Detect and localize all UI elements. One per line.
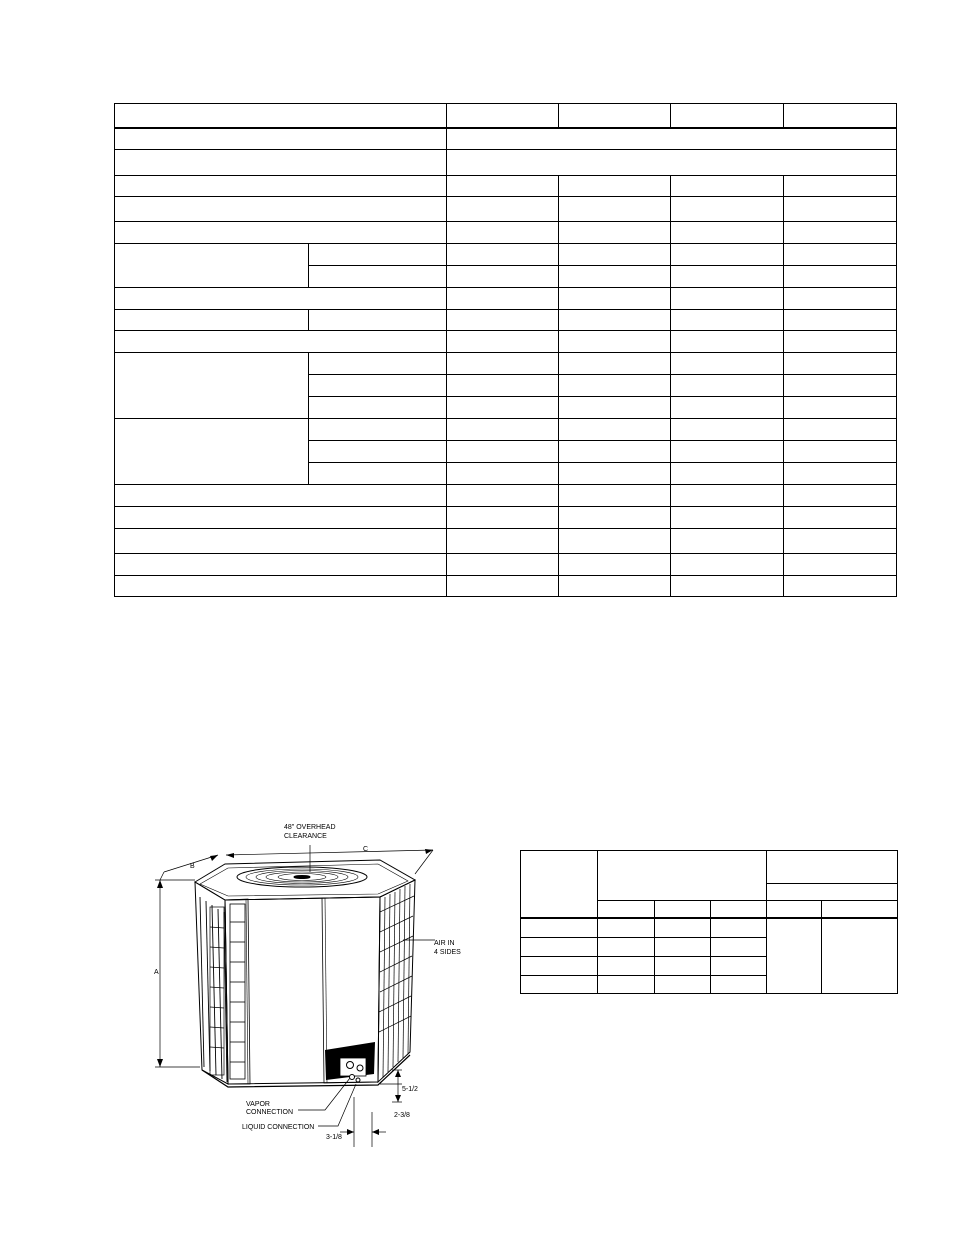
liquid-connection-label: LIQUID CONNECTION: [242, 1124, 315, 1131]
front-coil-grille: [230, 904, 245, 1079]
air-in-label-2: 4 SIDES: [434, 949, 461, 956]
dimension-a-label: A: [154, 969, 159, 976]
table-row: [115, 528, 897, 553]
table-header-row: [521, 851, 898, 884]
vapor-connection-label-2: CONNECTION: [246, 1109, 294, 1116]
table-row: [115, 553, 897, 575]
dimension-5-1-2-label: 5-1/2: [402, 1086, 418, 1093]
table-row: [115, 243, 897, 265]
service-valve-area: [325, 1042, 375, 1082]
dimension-c-line: [226, 850, 433, 855]
overhead-clearance-label-2: CLEARANCE: [284, 833, 327, 840]
table-row: [115, 575, 897, 596]
dimension-c-label: C: [363, 846, 369, 853]
table-row: [115, 352, 897, 374]
table-row: [115, 128, 897, 149]
specifications-table: [114, 103, 897, 597]
overhead-clearance-label: 48" OVERHEAD: [284, 824, 336, 831]
table-row: [115, 149, 897, 175]
table-row: [115, 221, 897, 243]
table-row: [115, 418, 897, 440]
table-row: [115, 484, 897, 506]
table-row: [115, 506, 897, 528]
table-row: [115, 309, 897, 330]
table-row: [115, 287, 897, 309]
table-row: [521, 918, 898, 938]
table-row: [115, 175, 897, 196]
table-row: [115, 196, 897, 221]
dimension-b-label: B: [190, 863, 195, 870]
dimension-2-3-8-label: 2-3/8: [394, 1112, 410, 1119]
dimensions-table: [520, 850, 898, 994]
vapor-connection-label: VAPOR: [246, 1101, 270, 1108]
condenser-unit-drawing: [140, 812, 480, 1147]
air-in-label: AIR IN: [434, 940, 455, 947]
table-row: [115, 330, 897, 352]
dimension-3-1-8-label: 3-1/8: [326, 1134, 342, 1141]
left-coil-grille: [200, 897, 227, 1082]
table-header-row: [115, 104, 897, 129]
right-coil-grille: [379, 884, 414, 1077]
